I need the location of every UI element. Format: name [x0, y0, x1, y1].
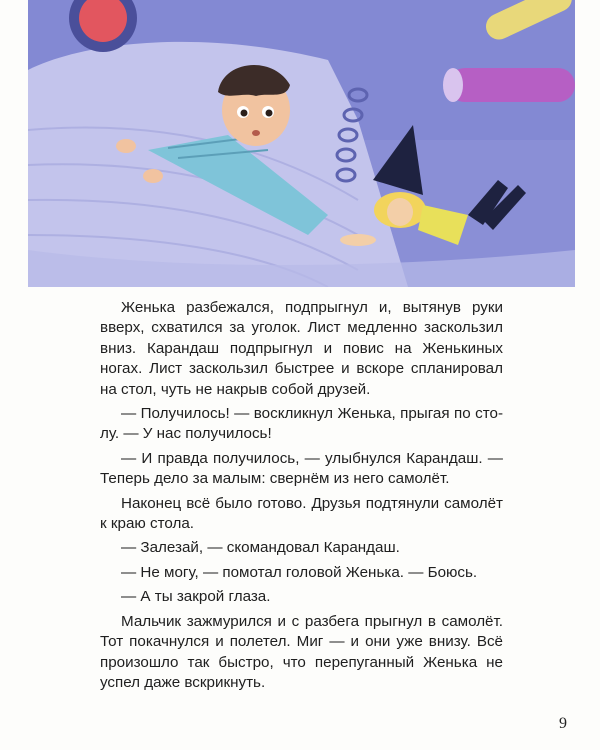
story-paragraph: — Залезай, — скомандовал Карандаш. [121, 539, 400, 557]
illustration-art [28, 0, 575, 287]
pencil-purple-end [443, 68, 463, 102]
story-paragraph: Наконец всё было готово. Друзья подтянули самолёт к краю стола. [100, 494, 503, 533]
story-paragraph: Женька разбежался, подпрыгнул и, вытянув руки вверх, схватился за уголок. Лист медленно заскользил вниз. Карандаш подпрыгнул и повис на Женькиных ногах. Лист заскользил быстрее и вскоре спланировал на стол, чуть не накрыв собой друзей. [100, 299, 503, 398]
story-paragraph: — И правда получилось, — улыбнулся Карандаш. — Теперь дело за малым: свернём из него самолёт. [100, 449, 503, 488]
story-paragraph: — Получилось! — воскликнул Женька, прыгая по сто-лу. — У нас получилось! [100, 405, 503, 443]
page-number: 9 [559, 715, 567, 732]
story-paragraph: Мальчик зажмурился и с разбега прыгнул в самолёт. Тот покачнулся и полетел. Миг — и они уже внизу. Всё произошло так быстро, что перепуганный Женька не успел даже вскрикнуть. [100, 612, 503, 691]
story-paragraph: — А ты закрой глаза. [121, 588, 271, 606]
pencil-purple [448, 68, 575, 102]
story-paragraph: — Не могу, — помотал головой Женька. — Боюсь. [121, 563, 478, 581]
story-illustration [28, 0, 575, 287]
story-text [100, 298, 503, 697]
